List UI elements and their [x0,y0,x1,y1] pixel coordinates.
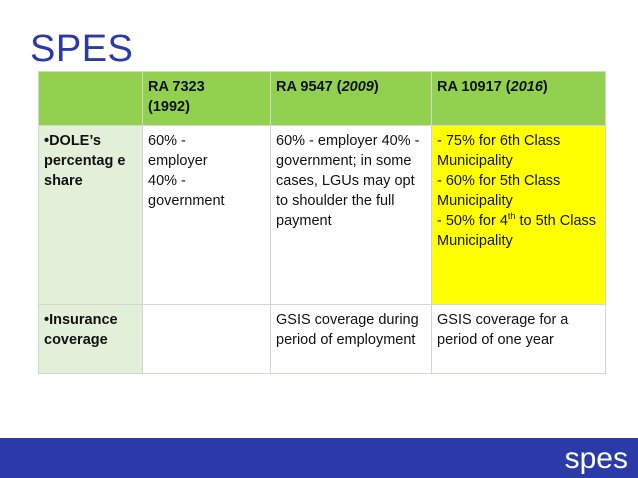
comparison-table [38,71,606,374]
header-ra-9547: RA 9547 (2009) [271,72,432,126]
cell-ra-9547-dole-share: 60% - employer 40% - government; in some cases, LGUs may opt to shoulder the full payment [271,126,432,305]
header-ra-10917: RA 10917 (2016) [432,72,606,126]
cell-ra-7323-dole-share: 60% - employer 40% - government [143,126,271,305]
row-label-dole-share: •DOLE’s percentag e share [39,126,143,305]
header-ra-9547-year: 2009 [341,79,374,95]
footer-label: spes [564,442,628,475]
slide-title: SPES [30,28,134,70]
table-header-row [39,72,606,126]
row-label-insurance: •Insurance coverage [39,305,143,374]
header-ra-7323: RA 7323 (1992) [143,72,271,126]
header-ra-7323-year: (1992) [148,99,190,115]
footer-bar [0,438,638,478]
header-blank-cell [39,72,143,126]
cell-ra-9547-insurance: GSIS coverage during period of employment [271,305,432,374]
table-row [39,305,606,374]
cell-ra-7323-insurance [143,305,271,374]
cell-ra-10917-insurance: GSIS coverage for a period of one year [432,305,606,374]
cell-ra-10917-dole-share: - 75% for 6th Class Municipality - 60% for 5th Class Municipality - 50% for 4th to 5th Class Municipality [432,126,606,305]
table-row [39,126,606,305]
header-ra-10917-year: 2016 [510,79,543,95]
